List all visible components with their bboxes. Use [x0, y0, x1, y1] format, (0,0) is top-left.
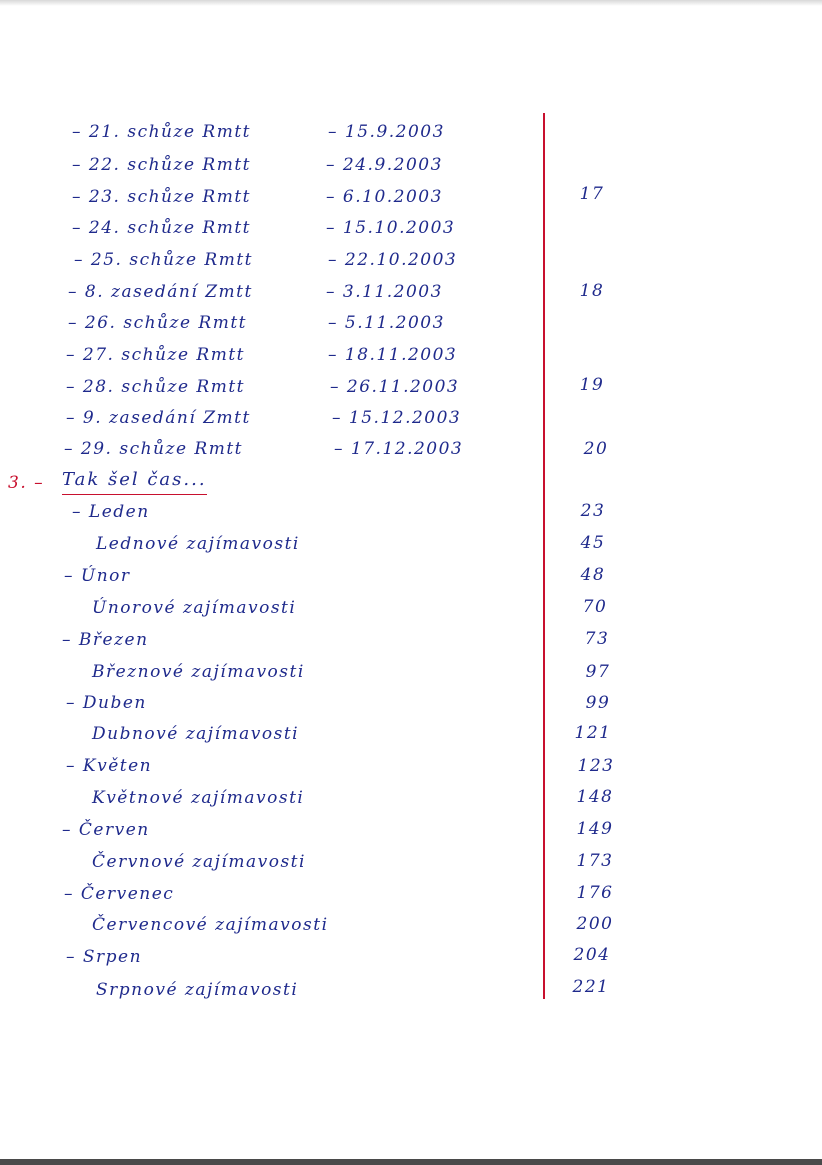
meeting-item: – 22. schůze Rmtt: [72, 155, 251, 175]
page-number: 23: [580, 501, 606, 521]
meeting-item: – 25. schůze Rmtt: [74, 250, 253, 270]
page-number: 20: [583, 439, 609, 459]
meeting-item: – 26. schůze Rmtt: [68, 313, 247, 333]
page-number: 19: [579, 375, 605, 395]
page-number: 204: [573, 945, 611, 965]
meeting-date: – 22.10.2003: [328, 250, 458, 270]
meeting-date: – 6.10.2003: [326, 187, 443, 207]
page-number: 123: [577, 756, 615, 776]
month-subitem: Červnové zajímavosti: [92, 852, 306, 872]
month-item: – Srpen: [66, 947, 143, 967]
month-subitem: Srpnové zajímavosti: [96, 980, 299, 1000]
meeting-date: – 15.12.2003: [332, 408, 462, 428]
page-number: 97: [585, 662, 611, 682]
margin-line: [543, 113, 545, 999]
month-subitem: Dubnové zajímavosti: [92, 724, 300, 744]
meeting-item: – 24. schůze Rmtt: [72, 218, 251, 238]
page-number: 121: [574, 723, 612, 743]
meeting-item: – 28. schůze Rmtt: [66, 377, 245, 397]
page-number: 173: [576, 851, 614, 871]
page-number: 70: [582, 597, 608, 617]
meeting-item: – 27. schůze Rmtt: [66, 345, 245, 365]
meeting-date: – 24.9.2003: [326, 155, 443, 175]
meeting-item: – 8. zasedání Zmtt: [68, 282, 253, 302]
page-number: 99: [585, 693, 611, 713]
month-subitem: Červencové zajímavosti: [92, 915, 329, 935]
meeting-item: – 21. schůze Rmtt: [72, 122, 251, 142]
page-number: 221: [572, 977, 610, 997]
meeting-date: – 26.11.2003: [330, 377, 460, 397]
section-title: Tak šel čas...: [62, 469, 207, 495]
page-number: 17: [579, 184, 605, 204]
page-number: 149: [576, 819, 614, 839]
month-item: – Červenec: [64, 884, 175, 904]
month-subitem: Březnové zajímavosti: [92, 662, 305, 682]
month-item: – Duben: [66, 693, 147, 713]
page-number: 73: [584, 629, 610, 649]
meeting-date: – 3.11.2003: [326, 282, 443, 302]
page-number: 18: [579, 281, 605, 301]
meeting-item: – 23. schůze Rmtt: [72, 187, 251, 207]
month-subitem: Únorové zajímavosti: [92, 598, 297, 618]
month-item: – Únor: [64, 566, 131, 586]
meeting-date: – 18.11.2003: [328, 345, 458, 365]
month-item: – Leden: [72, 502, 150, 522]
month-subitem: Lednové zajímavosti: [96, 534, 300, 554]
section-number: 3. –: [8, 473, 45, 493]
meeting-date: – 5.11.2003: [328, 313, 445, 333]
scan-edge-top: [0, 0, 822, 6]
meeting-date: – 15.9.2003: [328, 122, 445, 142]
page-number: 148: [576, 787, 614, 807]
meeting-item: – 9. zasedání Zmtt: [66, 408, 251, 428]
page-number: 176: [576, 883, 614, 903]
month-item: – Březen: [62, 630, 149, 650]
month-subitem: Květnové zajímavosti: [92, 788, 305, 808]
scan-edge-bottom: [0, 1159, 822, 1165]
meeting-item: – 29. schůze Rmtt: [64, 439, 243, 459]
month-item: – Květen: [66, 756, 153, 776]
month-item: – Červen: [62, 820, 150, 840]
meeting-date: – 17.12.2003: [334, 439, 464, 459]
page-number: 48: [580, 565, 606, 585]
page-number: 200: [576, 914, 614, 934]
page-number: 45: [580, 533, 606, 553]
meeting-date: – 15.10.2003: [326, 218, 456, 238]
